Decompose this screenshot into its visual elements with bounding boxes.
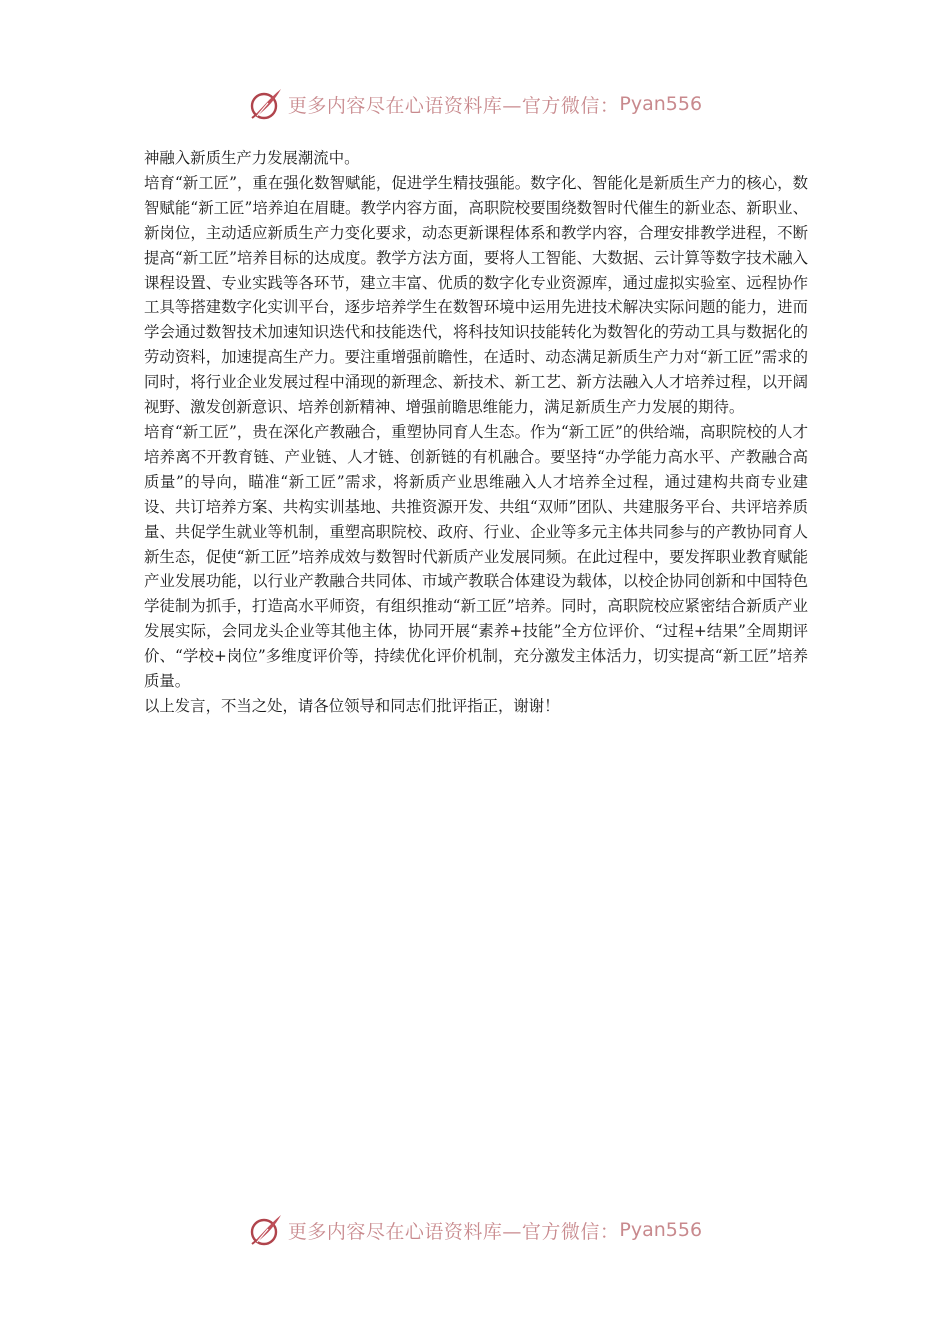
header-banner [0,84,950,124]
footer-banner-text: 更多内容尽在心语资料库—官方微信： [287,1220,620,1243]
paragraph-3: 培育“新工匠”，贵在深化产教融合，重塑协同育人生态。作为“新工匠”的供给端，高职院校的人才培养离不开教育链、产业链、人才链、创新链的有机融合。要坚持“办学能力高水平、产教融合高质量”的导向，瞄准“新工匠”需求，将新质产业思维融入人才培养全过程，通过建构共商专业建设、共订培养方案、共构实训基地、共推资源开发、共组“双师”团队、共建服务平台、共评培养质量、共促学生就业等机制，重塑高职院校、政府、行业、企业等多元主体共同参与的产教协同育人新生态，促使“新工匠”培养成效与数智时代新质产业发展同频。在此过程中，要发挥职业教育赋能产业发展功能，以行业产教融合共同体、市域产教联合体建设为载体，以校企协同创新和中国特色学徒制为抓手，打造高水平师资，有组织推动“新工匠”培养。同时，高职院校应紧密结合新质产业发展实际，会同龙头企业等其他主体，协同开展“素养+技能”全方位评价、“过程+结果”全周期评价、“学校+岗位”多维度评价等，持续优化评价机制，充分激发主体活力，切实提高“新工匠”培养质量。 [144,422,808,691]
paragraph-2: 培育“新工匠”，重在强化数智赋能，促进学生精技强能。数字化、智能化是新质生产力的核心，数智赋能“新工匠”培养迫在眉睫。教学内容方面，高职院校要围绕数智时代催生的新业态、新职业、新岗位，主动适应新质生产力变化要求，动态更新课程体系和教学内容，合理安排教学进程，不断提高“新工匠”培养目标的达成度。教学方法方面，要将人工智能、大数据、云计算等数字技术融入课程设置、专业实践等各环节，建立丰富、优质的数字化专业资源库，通过虚拟实验室、远程协作工具等搭建数字化实训平台，逐步培养学生在数智环境中运用先进技术解决实际问题的能力，进而学会通过数智技术加速知识迭代和技能迭代，将科技知识技能转化为数智化的劳动工具与数据化的劳动资料，加速提高生产力。要注重增强前瞻性，在适时、动态满足新质生产力对“新工匠”需求的同时，将行业企业发展过程中涌现的新理念、新技术、新工艺、新方法融入人才培养过程，以开阔视野、激发创新意识、培养创新精神、增强前瞻思维能力，满足新质生产力发展的期待。 [144,173,808,417]
footer-banner-inner [248,1212,702,1248]
paragraph-4: 以上发言，不当之处，请各位领导和同志们批评指正，谢谢！ [144,696,560,715]
header-banner-inner [248,86,702,122]
footer-wechat-id: Pyan556 [619,1219,703,1241]
document-body [144,146,808,719]
header-wechat-id: Pyan556 [619,93,703,115]
paragraph-1: 神融入新质生产力发展潮流中。 [144,149,360,167]
header-banner-text: 更多内容尽在心语资料库—官方微信： [287,94,620,117]
quill-pen-logo-icon [248,1212,284,1248]
quill-pen-logo-icon [248,86,284,122]
footer-banner [0,1210,950,1250]
